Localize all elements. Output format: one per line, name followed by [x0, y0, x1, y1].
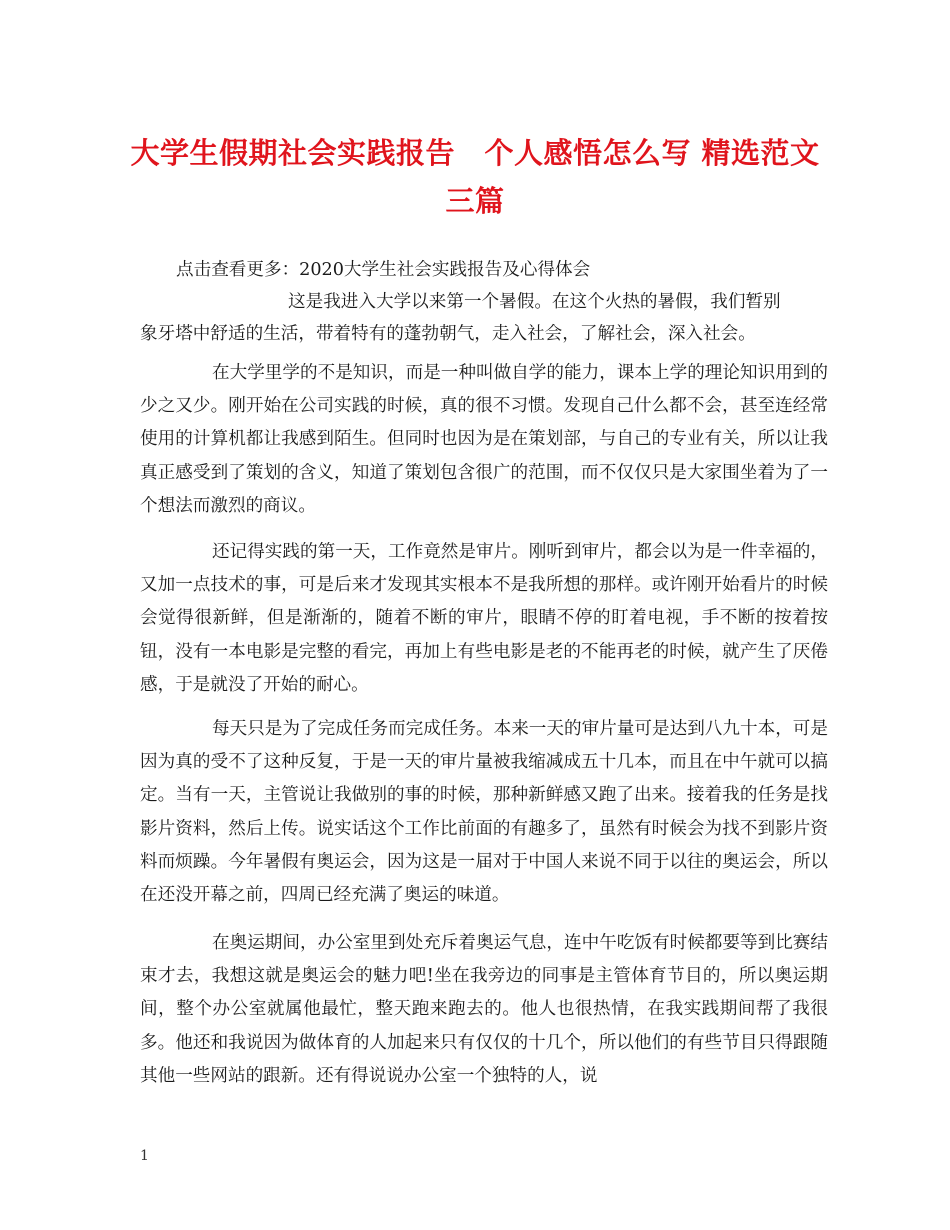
more-reports-link[interactable]: 点击查看更多：2020大学生社会实践报告及心得体会 [176, 260, 591, 280]
page-number: 1 [140, 1148, 149, 1164]
document-title-line-1: 大学生假期社会实践报告 个人感悟怎么写 精选范文 [130, 136, 820, 170]
paragraph-4: 每天只是为了完成任务而完成任务。本来一天的审片量可是达到八九十本，可是因为真的受不了这种反复，于是一天的审片量被我缩减成五十几本，而且在中午就可以搞定。当有一天，主管说让我做别的事的时候，那种新鲜感又跑了出来。接着我的任务是找影片资料，然后上传。说实话这个工作比前面的有趣多了，虽然有时候会为找不到影片资料而烦躁。今年暑假有奥运会，因为这是一届对于中国人来说不同于以往的奥运会，所以在还没开幕之前，四周已经充满了奥运的味道。 [140, 719, 828, 906]
document-title-line-2: 三篇 [445, 184, 505, 218]
paragraph-2: 在大学里学的不是知识，而是一种叫做自学的能力，课本上学的理论知识用到的少之又少。刚开始在公司实践的时候，真的很不习惯。发现自己什么都不会，甚至连经常使用的计算机都让我感到陌生。但同时也因为是在策划部，与自己的专业有关，所以让我真正感受到了策划的含义，知道了策划包含很广的范围，而不仅仅只是大家围坐着为了一个想法而激烈的商议。 [140, 363, 828, 516]
paragraph-1-first-line: 这是我进入大学以来第一个暑假。在这个火热的暑假，我们暂别 [288, 292, 781, 312]
paragraph-5: 在奥运期间，办公室里到处充斥着奥运气息，连中午吃饭有时候都要等到比赛结束才去，我想这就是奥运会的魅力吧!坐在我旁边的同事是主管体育节目的，所以奥运期间，整个办公室就属他最忙，整天跑来跑去的。他人也很热情，在我实践期间帮了我很多。他还和我说因为做体育的人加起来只有仅仅的十几个，所以他们的有些节目只得跟随其他一些网站的跟新。还有得说说办公室一个独特的人，说 [140, 933, 828, 1086]
paragraph-1-continuation: 象牙塔中舒适的生活，带着特有的蓬勃朝气，走入社会，了解社会，深入社会。 [140, 324, 756, 344]
paragraph-3: 还记得实践的第一天，工作竟然是审片。刚听到审片，都会以为是一件幸福的，又加一点技术的事，可是后来才发现其实根本不是我所想的那样。或许刚开始看片的时候会觉得很新鲜，但是渐渐的，随着不断的审片，眼睛不停的盯着电视，手不断的按着按钮，没有一本电影是完整的看完，再加上有些电影是老的不能再老的时候，就产生了厌倦感，于是就没了开始的耐心。 [140, 542, 828, 695]
